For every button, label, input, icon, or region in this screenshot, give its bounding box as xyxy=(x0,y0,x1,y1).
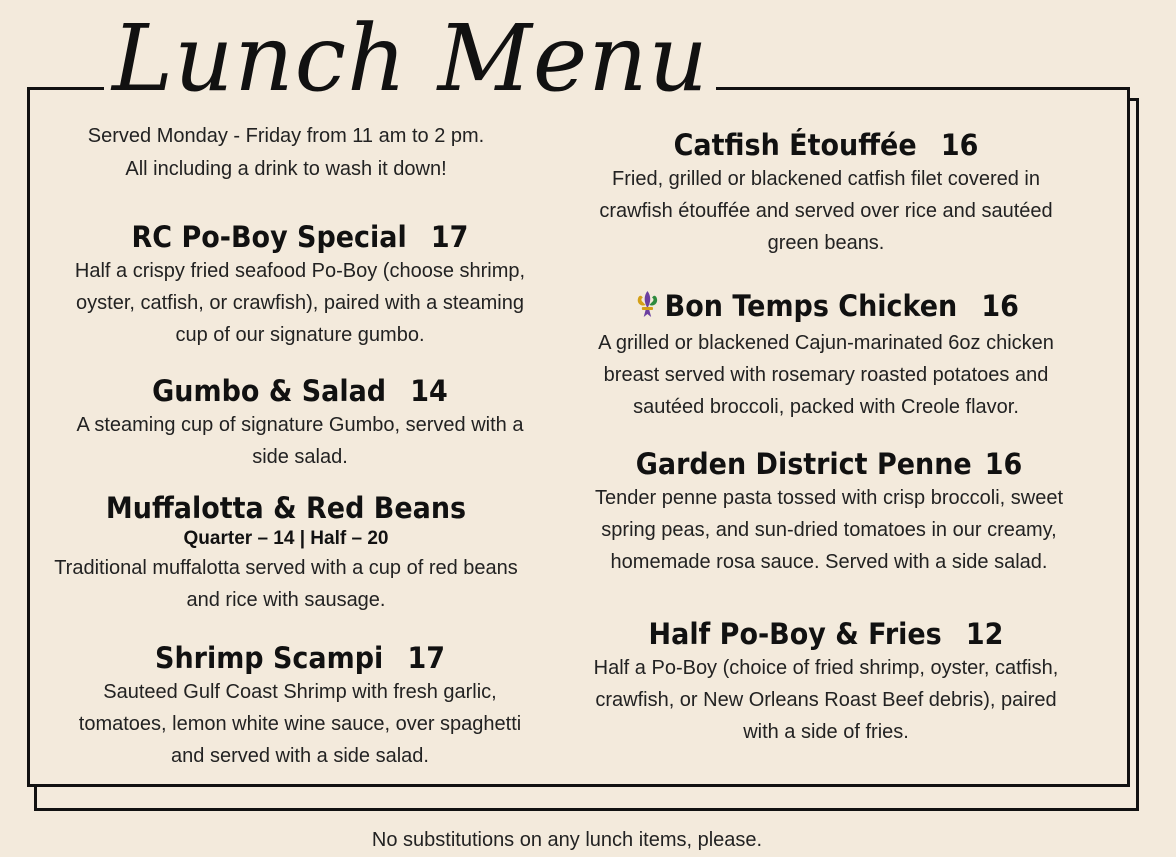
item-description: Half a Po-Boy (choice of fried shrimp, oyster, catfish, crawfish, or New Orleans Roast Beef debris), paired with a side of fries. xyxy=(593,657,1059,743)
item-sizes: Quarter – 14 | Half – 20 xyxy=(183,528,389,549)
item-description: Traditional muffalotta served with a cup of red beans and rice with sausage. xyxy=(54,557,518,611)
item-description: Fried, grilled or blackened catfish filet covered in crawfish étouffée and served over rice and sautéed green beans. xyxy=(599,168,1053,254)
item-description: Tender penne pasta tossed with crisp broccoli, sweet spring peas, and sun-dried tomatoes in our creamy, homemade rosa sauce. Served with a side salad. xyxy=(594,487,1064,573)
item-title: Gumbo & Salad 14 xyxy=(152,374,448,408)
menu-item-half-po-boy-fries xyxy=(556,616,1096,748)
menu-item-muffalotta xyxy=(16,490,556,616)
fleur-de-lis-icon xyxy=(633,289,661,327)
item-description: A grilled or blackened Cajun-marinated 6oz chicken breast served with rosemary roasted potatoes and sautéed broccoli, packed with Creole flavor. xyxy=(598,332,1054,418)
item-price: 16 xyxy=(984,447,1023,481)
menu-item-garden-district-penne xyxy=(559,446,1099,578)
footer-note: No substitutions on any lunch items, please. xyxy=(371,829,763,851)
item-price: 16 xyxy=(981,289,1019,323)
menu-title: Lunch Menu xyxy=(112,5,709,112)
item-title: RC Po-Boy Special 17 xyxy=(131,220,469,254)
intro-line: Served Monday - Friday from 11 am to 2 pm. xyxy=(87,125,485,147)
item-description: Sauteed Gulf Coast Shrimp with fresh garlic, tomatoes, lemon white wine sauce, over spaghetti and served with a side salad. xyxy=(78,681,522,767)
item-price: 17 xyxy=(407,641,445,675)
intro-line: All including a drink to wash it down! xyxy=(125,158,447,180)
menu-item-catfish-etouffee xyxy=(556,127,1096,259)
item-price: 14 xyxy=(410,374,448,408)
item-title: Bon Temps Chicken 16 xyxy=(575,288,1077,327)
item-title: Shrimp Scampi 17 xyxy=(155,641,445,675)
item-title: Garden District Penne 16 xyxy=(635,447,1023,481)
item-title: Half Po-Boy & Fries 12 xyxy=(648,617,1004,651)
item-description: Half a crispy fried seafood Po-Boy (choose shrimp, oyster, catfish, or crawfish), paired with a steaming cup of our signature gumbo. xyxy=(74,260,526,346)
menu-item-shrimp-scampi xyxy=(30,640,570,772)
item-title: Catfish Étouffée 16 xyxy=(673,128,979,162)
item-price: 12 xyxy=(965,617,1004,651)
item-price: 17 xyxy=(430,220,469,254)
item-price: 16 xyxy=(940,128,979,162)
menu-item-gumbo-salad xyxy=(30,373,570,473)
intro xyxy=(46,120,526,186)
menu-item-bon-temps-chicken xyxy=(556,288,1096,423)
menu-item-rc-po-boy xyxy=(30,219,570,351)
item-title: Muffalotta & Red Beans xyxy=(105,491,467,525)
item-description: A steaming cup of signature Gumbo, served with a side salad. xyxy=(76,414,524,468)
